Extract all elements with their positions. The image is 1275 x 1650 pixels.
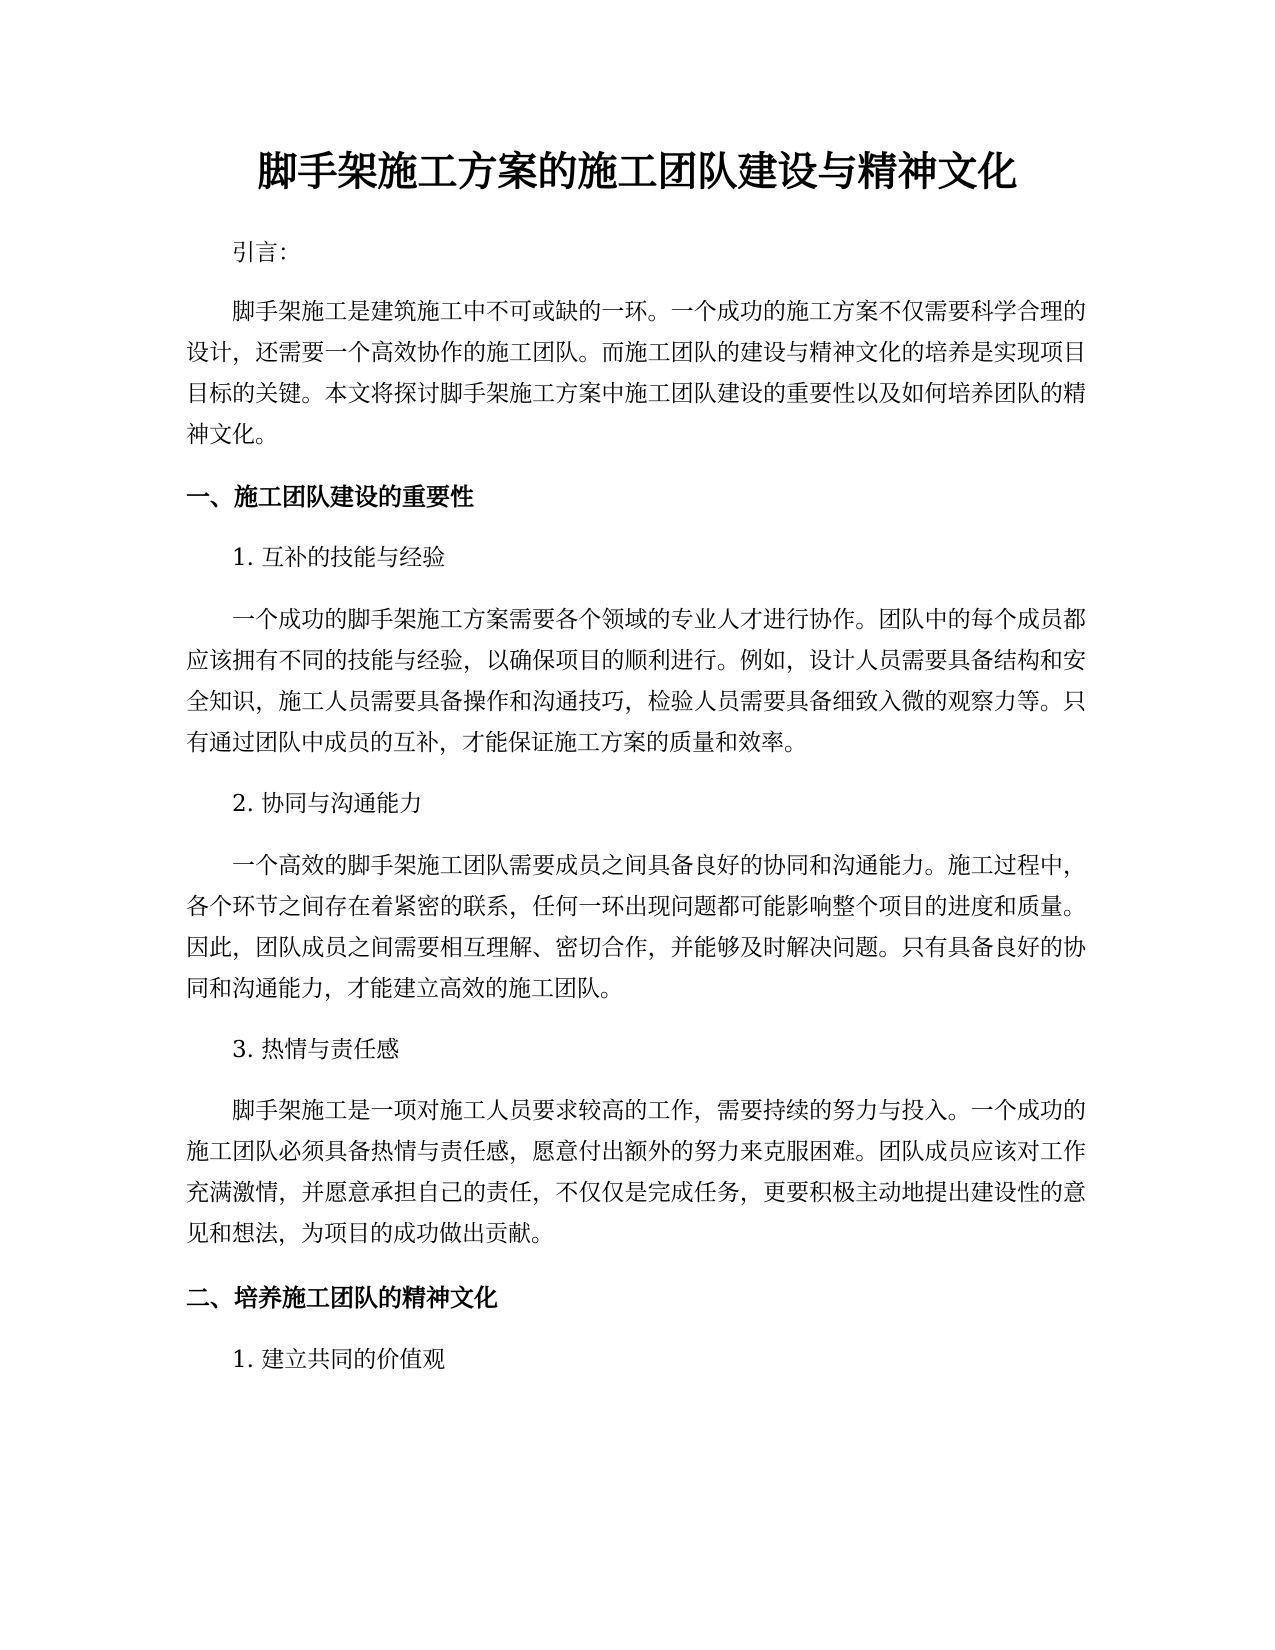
section1-item-paragraph-3: 脚手架施工是一项对施工人员要求较高的工作，需要持续的努力与投入。一个成功的施工团队必须具备热情与责任感，愿意付出额外的努力来克服困难。团队成员应该对工作充满激情，并愿意承担自己的责任，不仅仅是完成任务，更要积极主动地提出建设性的意见和想法，为项目的成功做出贡献。	[186, 1098, 1086, 1247]
section-heading-2: 二、培养施工团队的精神文化	[186, 1284, 498, 1312]
section1-item-label-3: 3. 热情与责任感	[232, 1037, 400, 1063]
intro-paragraph: 脚手架施工是建筑施工中不可或缺的一环。一个成功的施工方案不仅需要科学合理的设计，还需要一个高效协作的施工团队。而施工团队的建设与精神文化的培养是实现项目目标的关键。本文将探讨脚手架施工方案中施工团队建设的重要性以及如何培养团队的精神文化。	[186, 299, 1086, 448]
section1-item-paragraph-2: 一个高效的脚手架施工团队需要成员之间具备良好的协同和沟通能力。施工过程中，各个环节之间存在着紧密的联系，任何一环出现问题都可能影响整个项目的进度和质量。因此，团队成员之间需要相互理解、密切合作，并能够及时解决问题。只有具备良好的协同和沟通能力，才能建立高效的施工团队。	[186, 853, 1086, 1002]
section1-item-label-1: 1. 互补的技能与经验	[232, 545, 446, 571]
section-heading-1: 一、施工团队建设的重要性	[186, 483, 474, 511]
section1-item-label-2: 2. 协同与沟通能力	[232, 791, 423, 817]
document-title: 脚手架施工方案的施工团队建设与精神文化	[257, 149, 1018, 195]
intro-label: 引言：	[232, 240, 301, 266]
section2-item-label-1: 1. 建立共同的价值观	[232, 1347, 446, 1373]
section1-item-paragraph-1: 一个成功的脚手架施工方案需要各个领域的专业人才进行协作。团队中的每个成员都应该拥有不同的技能与经验，以确保项目的顺利进行。例如，设计人员需要具备结构和安全知识，施工人员需要具备操作和沟通技巧，检验人员需要具备细致入微的观察力等。只有通过团队中成员的互补，才能保证施工方案的质量和效率。	[186, 607, 1086, 756]
